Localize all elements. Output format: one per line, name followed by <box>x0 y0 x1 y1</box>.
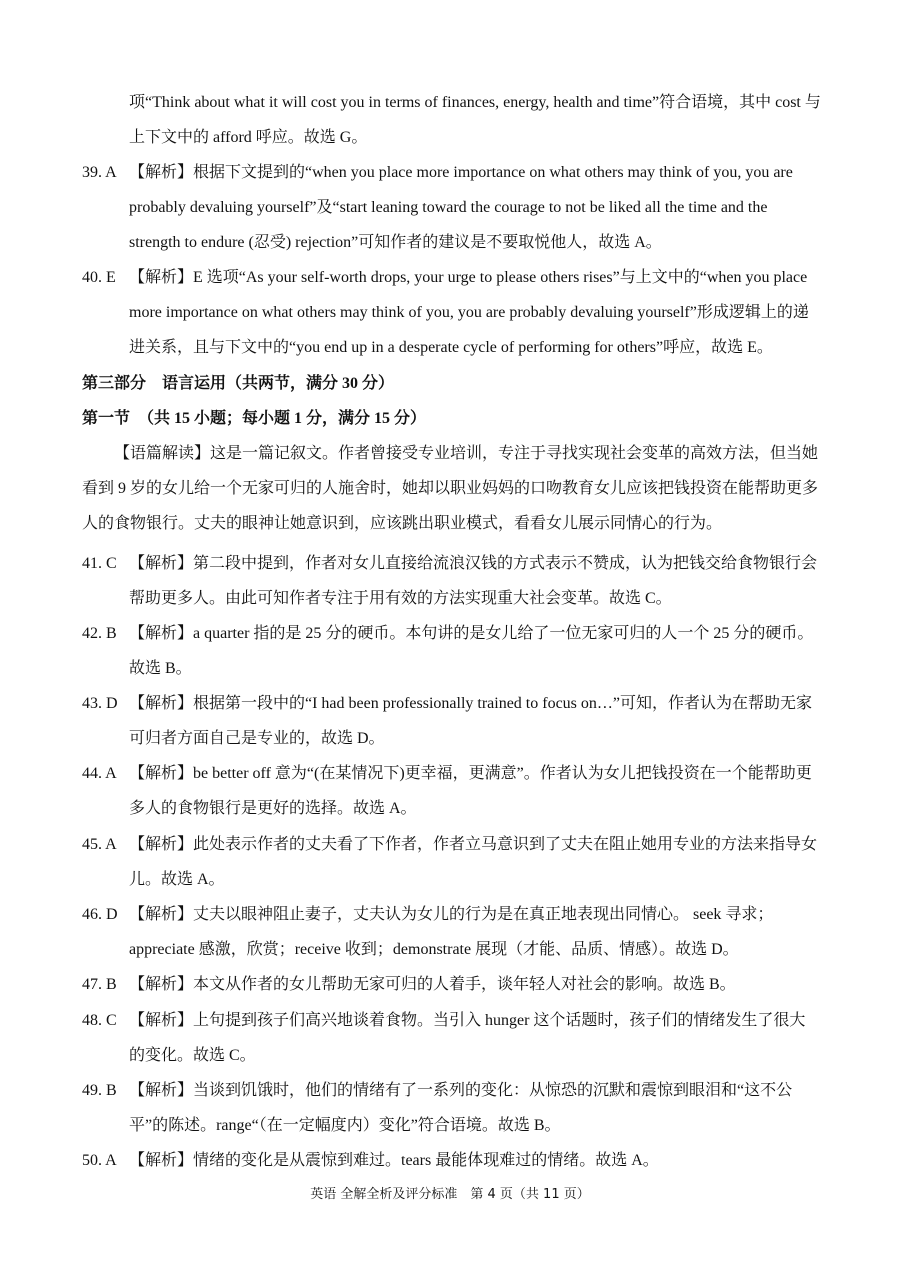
answer-explanation: 【解析】a quarter 指的是 25 分的硬币。本句讲的是女儿给了一位无家可归的人一个 25 分的硬币。故选 B。 <box>129 625 814 677</box>
section-heading: 第三部分 语言运用（共两节，满分 30 分） <box>82 375 395 392</box>
answer-number: 42. B <box>82 625 117 642</box>
answer-number: 43. D <box>82 695 118 712</box>
answer-number: 40. E <box>82 269 116 286</box>
answer-item-48 <box>82 1003 820 1073</box>
answer-explanation: 【解析】E 选项“As your self-worth drops, your urge to please others rises”与上文中的“when you place more importance on what others may think of you, you are probably devaluing yourself”形成逻辑上的递进关系，且与下文中的“you end up in a desperate cycle of performing for others”呼应，故选 E。 <box>129 269 809 356</box>
answer-number: 45. A <box>82 836 117 853</box>
subsection-heading: 第一节 （共 15 小题；每小题 1 分，满分 15 分） <box>82 410 427 427</box>
continuation-line-1: 项“Think about what it will cost you in terms of finances, energy, health and time”符合语境，其中 cost 与 <box>129 94 821 111</box>
answer-explanation: 【解析】第二段中提到，作者对女儿直接给流浪汉钱的方式表示不赞成，认为把钱交给食物银行会帮助更多人。由此可知作者专注于用有效的方法实现重大社会变革。故选 C。 <box>129 555 818 607</box>
answer-item-44 <box>82 756 820 826</box>
answer-number: 39. A <box>82 164 117 181</box>
answer-item-47 <box>82 967 820 1002</box>
continuation-line-2: 上下文中的 afford 呼应。故选 G。 <box>129 129 368 146</box>
answer-explanation: 【解析】本文从作者的女儿帮助无家可归的人着手，谈年轻人对社会的影响。故选 B。 <box>129 976 736 993</box>
answer-item-43 <box>82 686 820 756</box>
answer-item-46 <box>82 897 820 967</box>
answer-explanation: 【解析】根据第一段中的“I had been professionally trained to focus on…”可知，作者认为在帮助无家可归者方面自己是专业的，故选 D。 <box>129 695 813 747</box>
answer-number: 47. B <box>82 976 117 993</box>
answer-item-49 <box>82 1073 820 1143</box>
answer-number: 44. A <box>82 765 117 782</box>
answer-explanation: 【解析】be better off 意为“(在某情况下)更幸福，更满意”。作者认为女儿把钱投资在一个能帮助更多人的食物银行是更好的选择。故选 A。 <box>129 765 812 817</box>
answer-item-39 <box>82 155 820 260</box>
answer-number: 48. C <box>82 1012 117 1029</box>
answer-explanation: 【解析】此处表示作者的丈夫看了下作者，作者立马意识到了丈夫在阻止她用专业的方法来指导女儿。故选 A。 <box>129 836 818 888</box>
answer-explanation: 【解析】当谈到饥饿时，他们的情绪有了一系列的变化：从惊恐的沉默和震惊到眼泪和“这不公平”的陈述。range“（在一定幅度内）变化”符合语境。故选 B。 <box>129 1082 793 1134</box>
answer-number: 50. A <box>82 1152 117 1169</box>
answer-item-41 <box>82 546 820 616</box>
answer-item-42 <box>82 616 820 686</box>
answer-explanation: 【解析】上句提到孩子们高兴地谈着食物。当引入 hunger 这个话题时，孩子们的情绪发生了很大的变化。故选 C。 <box>129 1012 806 1064</box>
answer-item-40 <box>82 260 820 365</box>
answer-explanation: 【解析】根据下文提到的“when you place more importance on what others may think of you, you are probably devaluing yourself”及“start leaning toward the courage to not be liked all the time and the strength to endure (忍受) rejection”可知作者的建议是不要取悦他人，故选 A。 <box>129 164 793 251</box>
page-footer: 英语 全解全析及评分标准 第 4 页（共 11 页） <box>310 1187 590 1202</box>
intro-paragraph: 【语篇解读】这是一篇记叙文。作者曾接受专业培训，专注于寻找实现社会变革的高效方法，但当她看到 9 岁的女儿给一个无家可归的人施舍时，她却以职业妈妈的口吻教育女儿应该把钱投资在能帮助更多人的食物银行。丈夫的眼神让她意识到，应该跳出职业模式，看看女儿展示同情心的行为。 <box>82 445 819 532</box>
answer-item-50 <box>82 1143 820 1178</box>
answer-number: 41. C <box>82 555 117 572</box>
answer-number: 49. B <box>82 1082 117 1099</box>
answer-explanation: 【解析】丈夫以眼神阻止妻子，丈夫认为女儿的行为是在真正地表现出同情心。 seek 寻求；appreciate 感激，欣赏；receive 收到；demonstrate 展现（才能、品质、情感）。故选 D。 <box>129 906 774 958</box>
answer-explanation: 【解析】情绪的变化是从震惊到难过。tears 最能体现难过的情绪。故选 A。 <box>129 1152 659 1169</box>
answer-item-45 <box>82 827 820 897</box>
answer-number: 46. D <box>82 906 118 923</box>
